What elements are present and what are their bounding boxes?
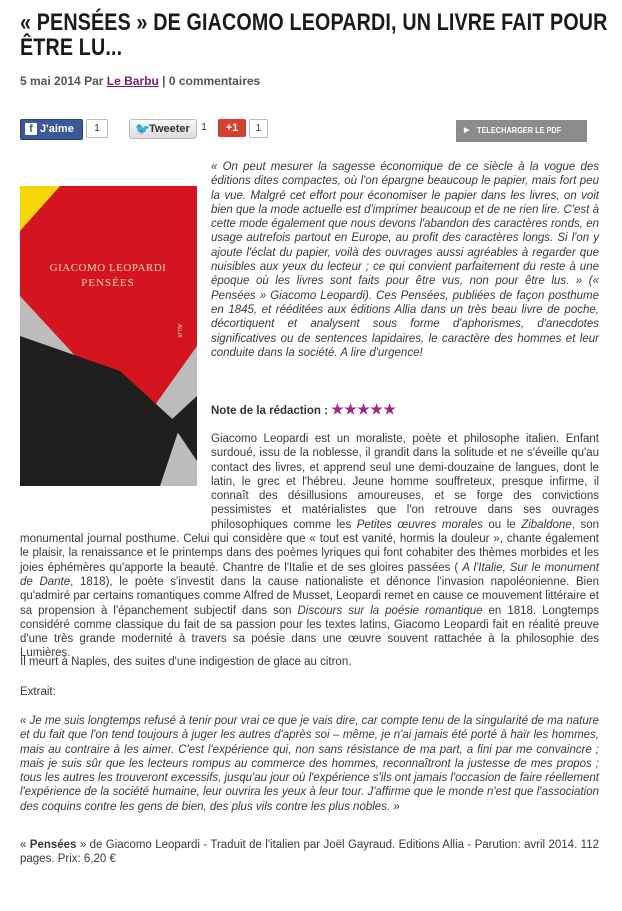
credit-title: Pensées [29,839,77,851]
google-plus-label: +1 [225,122,239,134]
arrow-right-icon: ▶ [464,127,470,134]
google-plus-count: 1 [249,119,268,138]
rating-stars: ★★★★★ [331,401,397,417]
cover-title: PENSÉES [81,277,135,289]
meta-separator: | [162,74,166,88]
article-title: « PENSÉES » DE GIACOMO LEOPARDI, UN LIVRE FAIT POUR ÊTRE LU... [20,9,608,61]
download-pdf-label: TELECHARGER LE PDF [477,126,562,135]
tweet-label: Tweeter [149,123,190,135]
work-title: Discours sur la poésie romantique [297,604,483,617]
editorial-rating [211,402,599,418]
google-plus-button[interactable] [218,119,246,137]
article-meta [20,74,260,88]
facebook-icon: f [25,123,37,135]
cover-publisher: ALLIA [176,324,182,338]
extract-label: Extrait: [20,686,56,698]
extract-quote: « Je me suis longtemps refusé à tenir pour vrai ce que je vais dire, car compte tenu de la singularité de ma nature et du fait que l'on tend toujours à juger les autres d'après soi – même, je n'ai jamais été porté à haïr les hommes, mais au contraire à les aimer. C'est l'expérience qui, non sans résistance de ma part, a fini par me convaincre ; mais je suis sûr que les lecteurs rompus au commerce des hommes, reconnaîtront la justesse de mes propos ; tous les autres les trouveront excessifs, jusqu'au jour où l'expérience s'ils ont jamais l'occasion de faire réellement l'expérience de la société humaine, leur ouvrira les yeux à leur tour. J'affirme que le monde n'est que l'association des coquins contre les gens de bien, des plus vils contre les plus nobles. » [20,715,599,813]
facebook-like-label: J'aime [40,123,74,135]
death-paragraph: Il meurt à Naples, des suites d'une indigestion de glace au citron. [20,656,352,668]
rating-label: Note de la rédaction : [211,405,328,417]
facebook-like-count: 1 [86,119,108,138]
book-credit: « Pensées » de Giacomo Leopardi - Traduit de l'italien par Joël Gayraud. Editions Allia - Parution: avril 2014. 112 pages. Prix: 6,20 € [20,839,599,866]
article-date: 5 mai 2014 [20,74,81,88]
tweet-button[interactable] [129,119,197,139]
work-title: Petites œuvres morales [356,518,483,531]
comments-link[interactable]: 0 commentaires [168,74,261,88]
work-title: A l'Italie, Sur le monument de Dante [20,561,599,588]
author-link[interactable]: Le Barbu [106,74,159,88]
biography-paragraph: Giacomo Leopardi est un moraliste, poète et philosophe italien. Enfant surdoué, issu de la noblesse, il grandit dans la solitude et ne s'éveille qu'au contact des livres, et apprend seul une demi-douzaine de langues, dont le latin, le grec et l'hébreu. Jeune homme souffreteux, presque infirme, il connaît des désillusions amoureuses, et se forge des convictions pessimistes et matérialistes que l'on retrouve dans ses ouvrages philosophiques comme les Petites œuvres morales ou le Zibaldone, son monumental journal posthume. Celui qui considère que « tout est vanité, hormis la douleur », chante également le plaisir, la renaissance et le printemps dans des poèmes lyriques qui font cohabiter des thèmes morbides et les joies éphémères qu'apporte la beauté. Chantre de l'Italie et de ses gloires passées ( A l'Italie, Sur le monument de Dante, 1818), le poète s'investit dans la cause nationaliste et dénonce l'invasion napoléonienne. Bien qu'admiré par certains romantiques comme Alfred de Musset, Leopardi remet en cause ce mouvement littéraire et sa propension à l'épanchement subjectif dans son Discours sur la poésie romantique en 1818. Longtemps considéré comme classique du fait de sa passion pour les textes latins, Giacomo Leopardi fait en réalité preuve d'une très grande modernité à travers sa poésie dans une œuvre souvent rattachée à la philosophie des Lumières. [20,433,599,660]
facebook-like-button[interactable] [20,119,83,140]
by-label: Par [84,74,104,88]
work-title: Zibaldone [521,518,572,531]
cover-author: GIACOMO LEOPARDI [49,262,167,274]
download-pdf-button[interactable] [456,120,587,142]
twitter-bird-icon: 🐦 [135,122,150,136]
tweet-count: 1 [198,119,210,136]
intro-paragraph: « On peut mesurer la sagesse économique de ce siècle à la vogue des éditions dites compactes, où l'on épargne beaucoup le papier, mais fort peu la vue. Malgré cet effort pour économiser le papier dans les livres, on voit bien que la mode actuelle est d'imprimer beaucoup et de ne rien lire. C'est à cette mode également que nous devons l'abandon des caractères ronds, en usage autrefois partout en Europe, au profit des caractères longs. Si l'on y ajoute l'éclat du papier, voilà des ouvrages aussi agréables à regarder que nuisibles aux yeux du lecteur ; ce qui convient parfaitement du reste à une époque où les livres sont faits pour être vus, non pour être lus. » (« Pensées » Giacomo Leopardi). Ces Pensées, publiées de façon posthume en 1845, et rééditées aux éditions Allia dans un très beau livre de poche, décortiquent et analysent sous forme d'aphorismes, d'anecdotes significatives ou de sentences lapidaires, le caractère des hommes et leur conduite dans la société. A lire d'urgence! [211,161,599,359]
